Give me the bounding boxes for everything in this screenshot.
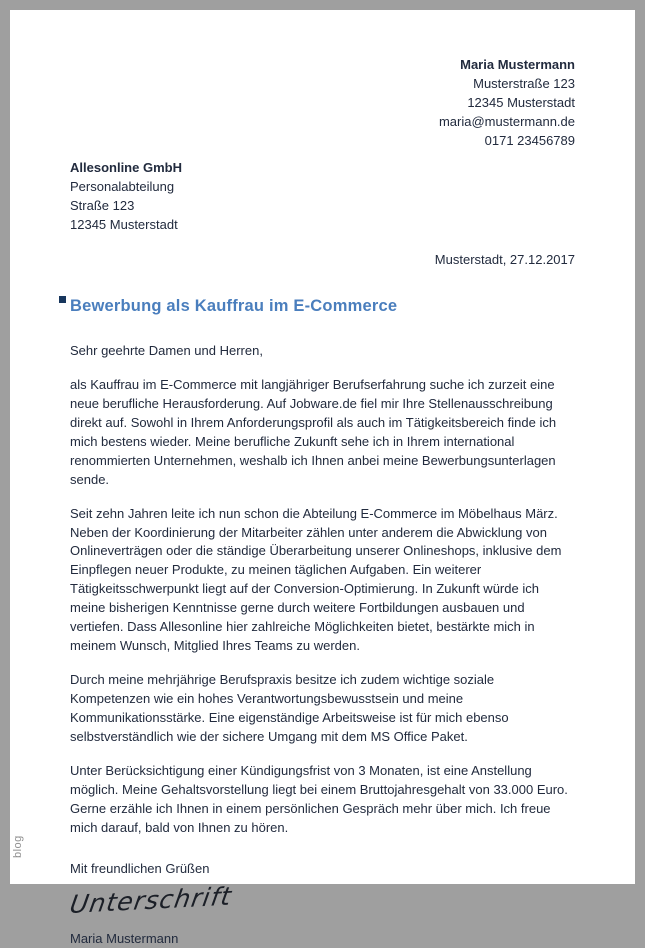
watermark-blog: blog bbox=[12, 835, 24, 858]
paragraph-intro: als Kauffrau im E-Commerce mit langjähriger Berufserfahrung suche ich zurzeit eine neue berufliche Herausforderung. Auf Jobware.de fiel mir Ihre Stellenausschreibung direkt auf. Sowohl in Ihrem Anforderungsprofil als auch im Tätigkeitsbereich finde ich mich bestens wieder. Meine berufliche Zukunft sehe ich in Ihrem international renommierten Unternehmen, weshalb ich Ihnen anbei meine Bewerbungsunterlagen sende. bbox=[70, 376, 557, 487]
subject-heading: Bewerbung als Kauffrau im E-Commerce bbox=[70, 296, 398, 315]
sender-email: maria@mustermann.de bbox=[438, 113, 575, 129]
signed-name: Maria Mustermann bbox=[70, 930, 179, 946]
paragraph-experience: Seit zehn Jahren leite ich nun schon die Abteilung E-Commerce im Möbelhaus März. Neben der Koordinierung der Mitarbeiter zählen unter anderem die Abwicklung von Onlineverträgen oder die ständige Überarbeitung unserer Onlineshops, inklusive dem Einpflegen neuer Produkte, zu meinen täglichen Aufgaben. Ein weiterer Tätigkeitsschwerpunkt liegt auf der Conversion-Optimierung. In Zukunft würde ich meine bisherigen Kenntnisse gerne durch weitere Fortbildungen ausbauen und vertiefen. Dass Allesonline hier zahlreiche Möglichkeiten bietet, bestärkte mich in meinem Wunsch, Mitglied Ihres Teams zu werden. bbox=[70, 505, 562, 654]
recipient-city: 12345 Musterstadt bbox=[70, 216, 178, 232]
letter-page bbox=[10, 10, 635, 946]
salutation: Sehr geehrte Damen und Herren, bbox=[70, 342, 263, 358]
sender-address-block bbox=[70, 56, 575, 151]
recipient-department: Personalabteilung bbox=[70, 178, 175, 194]
sender-street: Musterstraße 123 bbox=[473, 75, 575, 91]
paragraph-conditions: Unter Berücksichtigung einer Kündigungsfrist von 3 Monaten, ist eine Anstellung möglich. Meine Gehaltsvorstellung liegt bei einem Bruttojahresgehalt von 33.000 Euro. Gerne erzähle ich Ihnen in einem persönlichen Gespräch mehr über mich. Ich freue mich darauf, bald von Ihnen zu hören. bbox=[70, 763, 568, 836]
date-line: Musterstadt, 27.12.2017 bbox=[434, 251, 575, 267]
recipient-name: Allesonline GmbH bbox=[70, 159, 182, 175]
sender-phone: 0171 23456789 bbox=[484, 132, 575, 148]
handwritten-signature: Unterschrift bbox=[67, 881, 235, 919]
letter-content bbox=[10, 10, 635, 948]
sender-city: 12345 Musterstadt bbox=[467, 94, 575, 110]
subject-row bbox=[70, 294, 575, 318]
bullet-square-icon bbox=[59, 296, 66, 303]
recipient-street: Straße 123 bbox=[70, 197, 135, 213]
sender-name: Maria Mustermann bbox=[460, 57, 575, 72]
recipient-address-block bbox=[70, 159, 575, 235]
closing-line: Mit freundlichen Grüßen bbox=[70, 861, 210, 877]
paragraph-soft-skills: Durch meine mehrjährige Berufspraxis besitze ich zudem wichtige soziale Kompetenzen wie ein hohes Verantwortungsbewusstsein und meine Kommunikationsstärke. Eine eigenständige Arbeitsweise ist für mich ebenso selbstverständlich wie der sichere Umgang mit dem MS Office Paket. bbox=[70, 672, 509, 745]
